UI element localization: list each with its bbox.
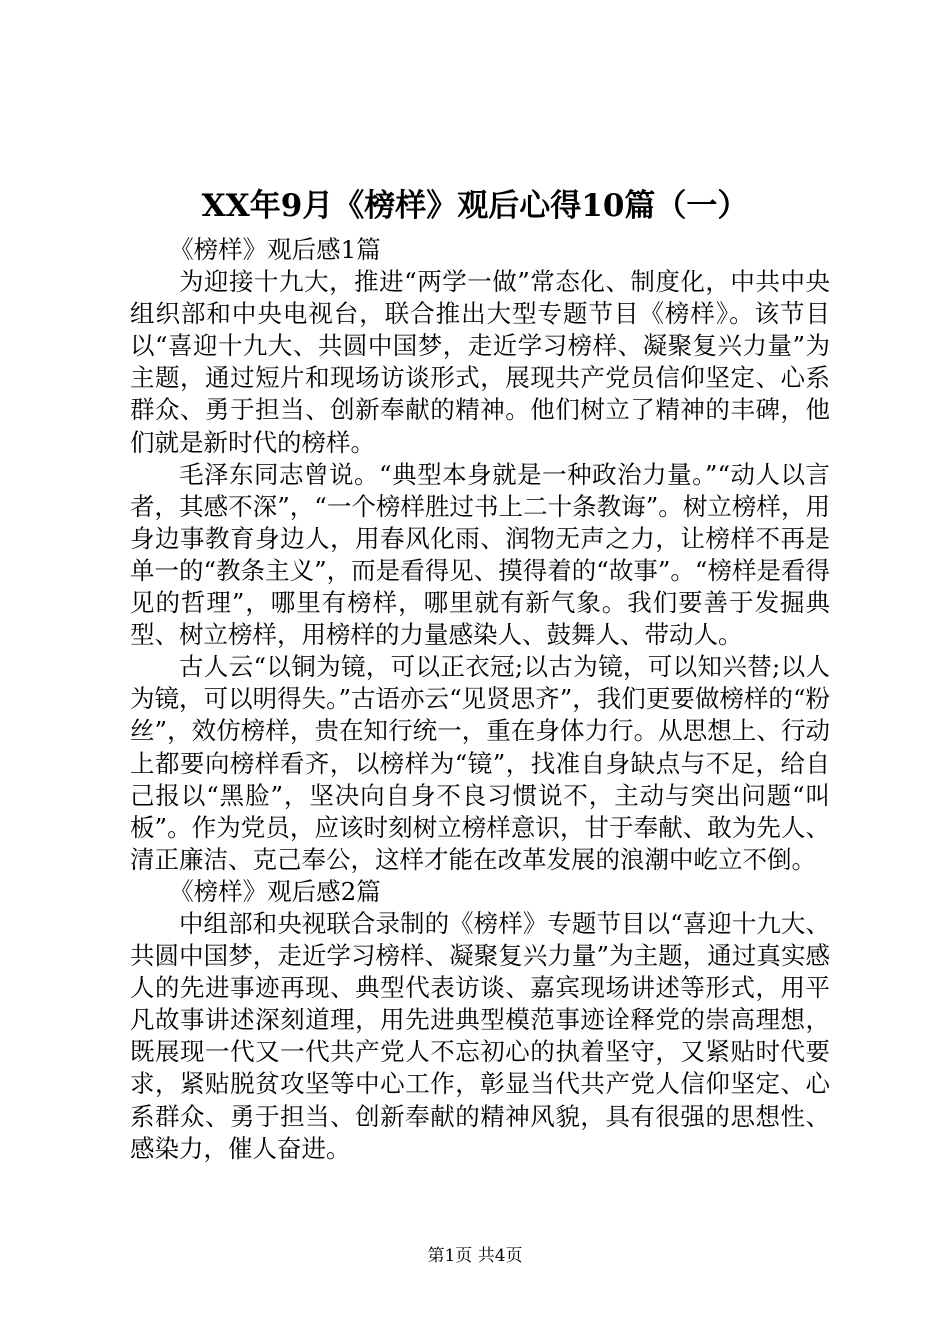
document-body xyxy=(130,234,830,1165)
document-title: XX年9月《榜样》观后心得10篇（一） xyxy=(201,188,749,224)
paragraph: 中组部和央视联合录制的《榜样》专题节目以“喜迎十九大、共圆中国梦，走近学习榜样、凝聚复兴力量”为主题，通过真实感人的先进事迹再现、典型代表访谈、嘉宾现场讲述等形式，用平凡故事讲述深刻道理，用先进典型模范事迹诠释党的崇高理想，既展现一代又一代共产党人不忘初心的执着坚守，又紧贴时代要求，紧贴脱贫攻坚等中心工作，彰显当代共产党人信仰坚定、心系群众、勇于担当、创新奉献的精神风貌，具有很强的思想性、感染力，催人奋进。 xyxy=(130,908,830,1163)
page-footer: 第1页 共4页 xyxy=(427,1246,523,1266)
paragraph: 为迎接十九大，推进“两学一做”常态化、制度化，中共中央组织部和中央电视台，联合推出大型专题节目《榜样》。该节目以“喜迎十九大、共圆中国梦，走近学习榜样、凝聚复兴力量”为主题，通过短片和现场访谈形式，展现共产党员信仰坚定、心系群众、勇于担当、创新奉献的精神。他们树立了精神的丰碑，他们就是新时代的榜样。 xyxy=(130,267,830,457)
section-heading-2: 《榜样》观后感2篇 xyxy=(169,876,381,906)
paragraph: 古人云“以铜为镜，可以正衣冠;以古为镜，可以知兴替;以人为镜，可以明得失。”古语亦云“见贤思齐”，我们更要做榜样的“粉丝”，效仿榜样，贵在知行统一，重在身体力行。从思想上、行动上都要向榜样看齐，以榜样为“镜”，找准自身缺点与不足，给自己报以“黑脸”，坚决向自身不良习惯说不，主动与突出问题“叫板”。作为党员，应该时刻树立榜样意识，甘于奉献、敢为先人、清正廉洁、克己奉公，这样才能在改革发展的浪潮中屹立不倒。 xyxy=(130,652,831,874)
paragraph: 毛泽东同志曾说。“典型本身就是一种政治力量。”“动人以言者，其感不深”，“一个榜样胜过书上二十条教诲”。树立榜样，用身边事教育身边人，用春风化雨、润物无声之力，让榜样不再是单一的“教条主义”，而是看得见、摸得着的“故事”。“榜样是看得见的哲理”，哪里有榜样，哪里就有新气象。我们要善于发掘典型、树立榜样，用榜样的力量感染人、鼓舞人、带动人。 xyxy=(130,459,830,650)
section-heading-1: 《榜样》观后感1篇 xyxy=(169,235,381,264)
